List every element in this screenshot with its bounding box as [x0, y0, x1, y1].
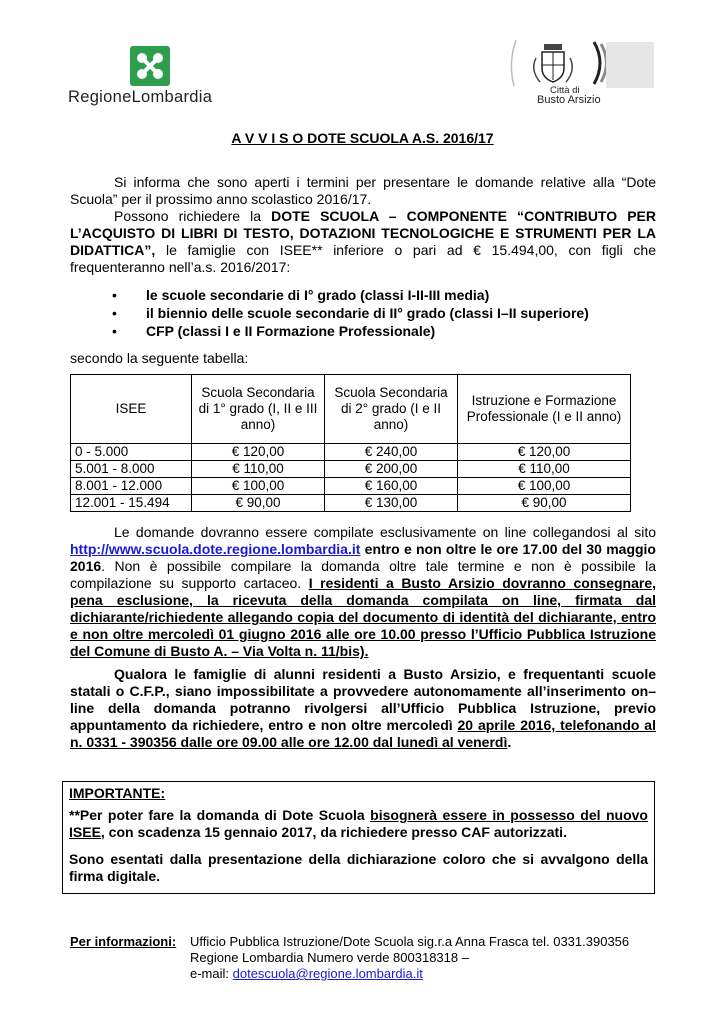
table-cell: 5.001 - 8.000	[71, 461, 192, 478]
table-cell: € 200,00	[325, 461, 458, 478]
important-isee-note	[69, 807, 648, 841]
assistance-text-a: Qualora le famiglie di alunni residenti a Busto Arsizio, e frequentanti scuole statali o C.F.P., siano impossibilitate a provvedere autonomamente all’inserimento on–line della domanda potranno rivolgersi all’Ufficio Pubblica Istruzione, previo appuntamento da richiedere, entro e non oltre mercoledì	[70, 666, 656, 733]
important-digital-signature-note: Sono esentati dalla presentazione della dichiarazione coloro che si avvalgono della firma digitale.	[69, 851, 648, 884]
list-item: • le scuole secondarie di I° grado (classi I-II-III media)	[70, 287, 656, 305]
list-item: • CFP (classi I e II Formazione Professionale)	[70, 323, 656, 341]
header-vocational: Istruzione e Formazione Professionale (I e II anno)	[458, 375, 631, 444]
list-item: • il biennio delle scuole secondarie di II° grado (classi I–II superiore)	[70, 305, 656, 323]
important-text-u: bisognerà essere in possesso del nuovo ISEE	[69, 807, 648, 840]
residents-notice: I residenti a Busto Arsizio dovranno consegnare, pena esclusione, la ricevuta della domanda compilata on line, firmata dal dichiarante/richiedente allegando copia del documento di identità del dichiarante, entro e non oltre mercoledì 01 giugno 2016 alle ore 10.00 presso l’Ufficio Pubblica Istruzione del Comune di Busto A. – Via Volta n. 11/bis).	[70, 575, 656, 659]
header-secondary-1: Scuola Secondaria di 1° grado (I, II e III anno)	[192, 375, 325, 444]
table-cell: € 100,00	[458, 478, 631, 495]
contact-email-link[interactable]: dotescuola@regione.lombardia.it	[232, 966, 423, 981]
regione-lombardia-wordmark: RegioneLombardia	[68, 88, 213, 106]
eligibility-paragraph	[70, 208, 656, 276]
lombardia-rose-icon	[130, 46, 170, 86]
contact-label: Per informazioni:	[70, 934, 177, 949]
contact-office: Ufficio Pubblica Istruzione/Dote Scuola sig.r.a Anna Frasca tel. 0331.390356	[190, 934, 630, 949]
city-label: Città di	[550, 85, 580, 96]
important-text-b: , con scadenza 15 gennaio 2017, da richiedere presso CAF autorizzati.	[100, 824, 567, 840]
table-row	[71, 478, 631, 495]
table-cell: 8.001 - 12.000	[71, 478, 192, 495]
table-intro: secondo la seguente tabella:	[70, 350, 249, 366]
busto-arsizio-logo	[506, 38, 656, 110]
deadline-text-c: . Non è possibile compilare la domanda oltre tale termine e non è possibile la compilazione su supporto cartaceo.	[70, 558, 656, 591]
deadline-text-bold: entro e non oltre le ore 17.00 del 30 maggio 2016	[70, 541, 656, 574]
table-row	[71, 495, 631, 512]
page-title: A V V I S O DOTE SCUOLA A.S. 2016/17	[231, 130, 494, 146]
deadline-paragraph	[70, 524, 656, 660]
table-cell: € 120,00	[192, 444, 325, 461]
header-secondary-2: Scuola Secondaria di 2° grado (I e II anno)	[325, 375, 458, 444]
table-header-row	[71, 375, 631, 444]
assistance-text-c: .	[507, 734, 512, 750]
contact-toll-free: Regione Lombardia Numero verde 800318318 –	[190, 950, 469, 965]
table-cell: € 160,00	[325, 478, 458, 495]
header-isee: ISEE	[71, 375, 192, 444]
deadline-text-a: Le domande dovranno essere compilate esclusivamente on line collegandosi al sito	[114, 524, 656, 540]
table-cell: € 110,00	[458, 461, 631, 478]
important-heading: IMPORTANTE:	[69, 785, 166, 801]
table-cell: € 100,00	[192, 478, 325, 495]
table-cell: € 110,00	[192, 461, 325, 478]
city-name: Busto Arsizio	[537, 94, 601, 106]
table-cell: € 240,00	[325, 444, 458, 461]
table-cell: 0 - 5.000	[71, 444, 192, 461]
assistance-paragraph	[70, 666, 656, 751]
table-cell: € 90,00	[458, 495, 631, 512]
eligibility-text-a: Possono richiedere la	[114, 208, 272, 224]
dote-scuola-link[interactable]: http://www.scuola.dote.regione.lombardia.it	[70, 541, 361, 557]
table-row	[71, 461, 631, 478]
important-box	[62, 781, 655, 894]
contact-email-line	[190, 966, 423, 982]
intro-paragraph	[70, 174, 656, 208]
isee-table	[70, 374, 631, 512]
table-cell: € 130,00	[325, 495, 458, 512]
table-cell: € 120,00	[458, 444, 631, 461]
eligibility-text-b: le famiglie con ISEE** inferiore o pari ad € 15.494,00, con figli che frequenteranno nell’a.s. 2016/2017:	[70, 242, 656, 275]
table-cell: € 90,00	[192, 495, 325, 512]
school-types-list	[70, 287, 656, 341]
email-label: e-mail:	[190, 966, 233, 981]
assistance-phone-text: 20 aprile 2016, telefonando al n. 0331 - 390356 dalle ore 09.00 alle ore 12.00 dal lunedì al venerdì	[70, 717, 656, 750]
table-cell: 12.001 - 15.494	[71, 495, 192, 512]
table-row	[71, 444, 631, 461]
regione-lombardia-logo	[68, 44, 238, 110]
city-crest-icon	[506, 38, 656, 88]
intro-text: Si informa che sono aperti i termini per presentare le domande relative alla “Dote Scuola” per il prossimo anno scolastico 2016/17.	[70, 174, 656, 207]
important-text-a: **Per poter fare la domanda di Dote Scuola	[69, 807, 371, 823]
eligibility-text-bold: DOTE SCUOLA – COMPONENTE “CONTRIBUTO PER L’ACQUISTO DI LIBRI DI TESTO, DOTAZIONI TECNOLOGICHE E STRUMENTI PER LA DIDATTICA”,	[70, 208, 656, 258]
